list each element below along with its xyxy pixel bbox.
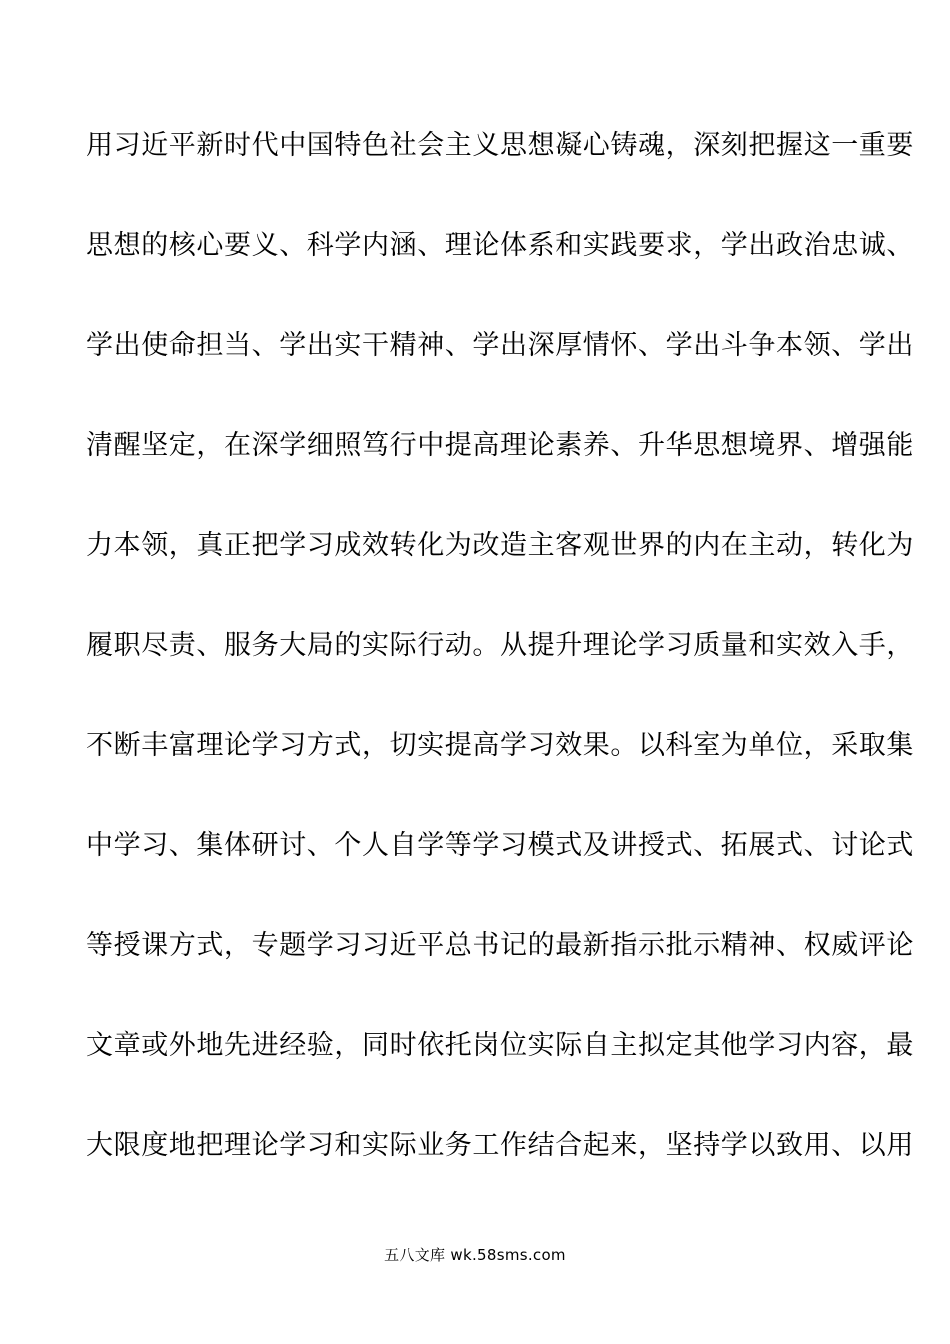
text-line: 大限度地把理论学习和实际业务工作结合起来，坚持学以致用、以用 [86, 1130, 914, 1161]
text-line: 履职尽责、服务大局的实际行动。从提升理论学习质量和实效入手， [86, 630, 914, 661]
page-footer: 五八文库 wk.58sms.com [384, 1246, 566, 1264]
text-line: 学出使命担当、学出实干精神、学出深厚情怀、学出斗争本领、学出 [86, 330, 914, 361]
text-line: 中学习、集体研讨、个人自学等学习模式及讲授式、拓展式、讨论式 [86, 830, 914, 861]
body-paragraph [86, 118, 914, 1218]
text-line: 清醒坚定，在深学细照笃行中提高理论素养、升华思想境界、增强能 [86, 430, 914, 461]
text-line: 思想的核心要义、科学内涵、理论体系和实践要求，学出政治忠诚、 [86, 230, 914, 261]
text-line: 等授课方式，专题学习习近平总书记的最新指示批示精神、权威评论 [86, 930, 914, 961]
text-line: 用习近平新时代中国特色社会主义思想凝心铸魂，深刻把握这一重要 [86, 130, 914, 161]
text-line: 力本领，真正把学习成效转化为改造主客观世界的内在主动，转化为 [86, 530, 914, 561]
text-line: 文章或外地先进经验，同时依托岗位实际自主拟定其他学习内容，最 [86, 1030, 914, 1061]
text-line: 不断丰富理论学习方式，切实提高学习效果。以科室为单位，采取集 [86, 730, 914, 761]
